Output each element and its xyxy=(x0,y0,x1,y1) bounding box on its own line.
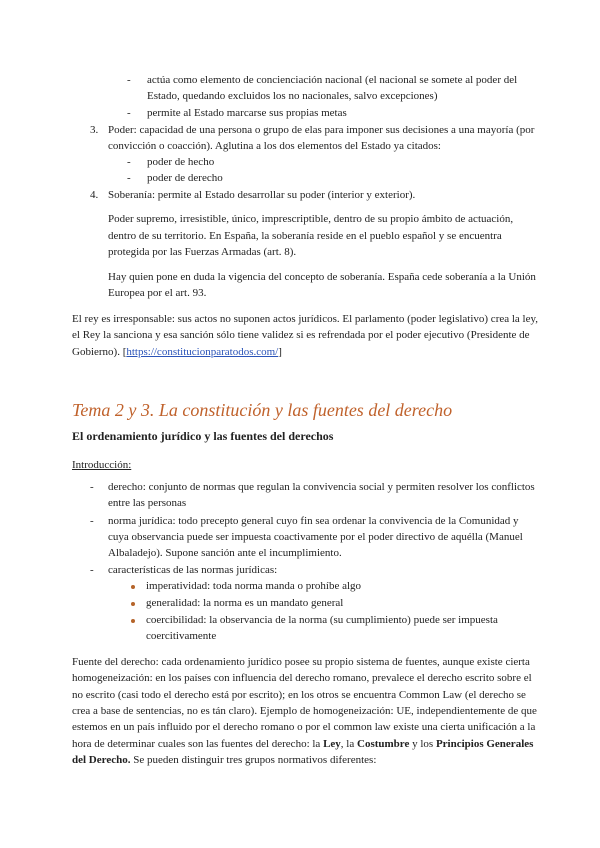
dash-marker: - xyxy=(127,107,131,119)
paragraph-text: ] xyxy=(278,346,282,358)
dash-marker: - xyxy=(90,481,94,493)
paragraph-line: crea a base de sentencias, no es tán claro). Ejemplo de homogeneización: UE, independientemente de que xyxy=(72,705,537,717)
list-item: coercitivamente xyxy=(146,630,217,642)
chapter-title: Tema 2 y 3. La constitución y las fuentes del derecho xyxy=(72,400,453,420)
paragraph-line: dentro de su territorio. En España, la soberanía reside en el pueblo español y se encuentra xyxy=(108,230,502,242)
list-item: Albaladejo). Supone sanción ante el incumplimiento. xyxy=(108,547,342,559)
list-item: Soberanía: permite al Estado desarrollar su poder (interior y exterior). xyxy=(108,189,416,201)
list-item: derecho: conjunto de normas que regulan la convivencia social y permiten resolver los conflictos xyxy=(108,481,535,493)
list-item: generalidad: la norma es un mandato general xyxy=(146,597,344,609)
list-item: convicción o coacción). Aglutina a los dos elementos del Estado ya citados: xyxy=(108,140,441,152)
bold-term: Principios Generales xyxy=(435,738,534,750)
list-number: 4. xyxy=(90,189,99,201)
paragraph-line xyxy=(72,737,533,752)
paragraph-text: Se pueden distinguir tres grupos normativos diferentes: xyxy=(130,754,377,766)
list-item: imperatividad: toda norma manda o prohíbe algo xyxy=(146,580,362,592)
dash-marker: - xyxy=(127,156,131,168)
intro-label: Introducción: xyxy=(72,459,132,471)
paragraph-line xyxy=(72,345,282,360)
list-item: cuya observancia puede ser impuesta coactivamente por el poder directivo de aquélla (Manuel xyxy=(108,531,523,543)
list-item: Poder: capacidad de una persona o grupo de elas para imponer sus decisiones a una mayoría (por xyxy=(108,124,535,136)
paragraph-line: Fuente del derecho: cada ordenamiento jurídico posee su propio sistema de fuentes, aunque existe cierta xyxy=(72,656,530,668)
list-item: actúa como elemento de concienciación nacional (el nacional se somete al poder del xyxy=(147,74,518,86)
paragraph-line: el Rey la sanciona y esa sanción sólo tiene validez si es refrendada por el poder ejecutivo (Presidente de xyxy=(72,329,530,341)
bold-term: Ley xyxy=(323,738,341,750)
bullet-icon xyxy=(131,585,135,589)
paragraph-line: no escrito (casi todo el derecho está por escrito); en los otros se encuentra Common Law (el derecho se xyxy=(72,689,526,701)
list-item: poder de derecho xyxy=(147,172,223,184)
paragraph-line: El rey es irresponsable: sus actos no suponen actos jurídicos. El parlamento (poder legislativo) crea la ley, xyxy=(72,313,539,325)
paragraph-text: Gobierno). [ xyxy=(72,346,127,358)
paragraph-line: Poder supremo, irresistible, único, imprescriptible, dentro de su propio ámbito de actuación, xyxy=(108,213,514,225)
list-item: norma jurídica: todo precepto general cuyo fin sea ordenar la convivencia de la Comunidad y xyxy=(108,515,519,527)
dash-marker: - xyxy=(127,74,131,86)
bold-term: Costumbre xyxy=(357,738,410,750)
dash-marker: - xyxy=(127,172,131,184)
paragraph-line: Hay quien pone en duda la vigencia del concepto de soberanía. España cede soberanía a la Unión xyxy=(108,271,536,283)
bullet-icon xyxy=(131,602,135,606)
list-item: poder de hecho xyxy=(147,156,215,168)
list-number: 3. xyxy=(90,124,99,136)
dash-marker: - xyxy=(90,515,94,527)
list-item: coercibilidad: la observancia de la norma (su cumplimiento) puede ser impuesta xyxy=(146,614,498,626)
bold-term: del Derecho. xyxy=(72,754,131,766)
list-item: permite al Estado marcarse sus propias metas xyxy=(147,107,347,119)
section-title: El ordenamiento jurídico y las fuentes del derechos xyxy=(72,429,334,443)
paragraph-line: estemos en un país influido por el derecho romano o por el common law existe una cierta unificación a la xyxy=(72,721,536,733)
list-item: entre las personas xyxy=(108,497,187,509)
paragraph-text: y los xyxy=(409,738,436,750)
paragraph-line: protegida por las Fuerzas Armadas (art. 8). xyxy=(108,246,297,258)
paragraph-text: , la xyxy=(340,738,357,750)
paragraph-text: hora de determinar cuales son las fuentes del derecho: la xyxy=(72,738,324,750)
paragraph-line: Europea por el art. 93. xyxy=(108,287,207,299)
list-item: características de las normas jurídicas: xyxy=(108,564,278,576)
dash-marker: - xyxy=(90,564,94,576)
paragraph-line: homogeneización: en los países con influencia del derecho romano, prevalece el derecho escrito sobre el xyxy=(72,672,532,684)
constitution-link[interactable]: https://constitucionparatodos.com/ xyxy=(126,346,279,358)
paragraph-line xyxy=(72,753,376,768)
bullet-icon xyxy=(131,619,135,623)
list-item: Estado, quedando excluidos los no nacionales, salvo excepciones) xyxy=(147,90,438,102)
